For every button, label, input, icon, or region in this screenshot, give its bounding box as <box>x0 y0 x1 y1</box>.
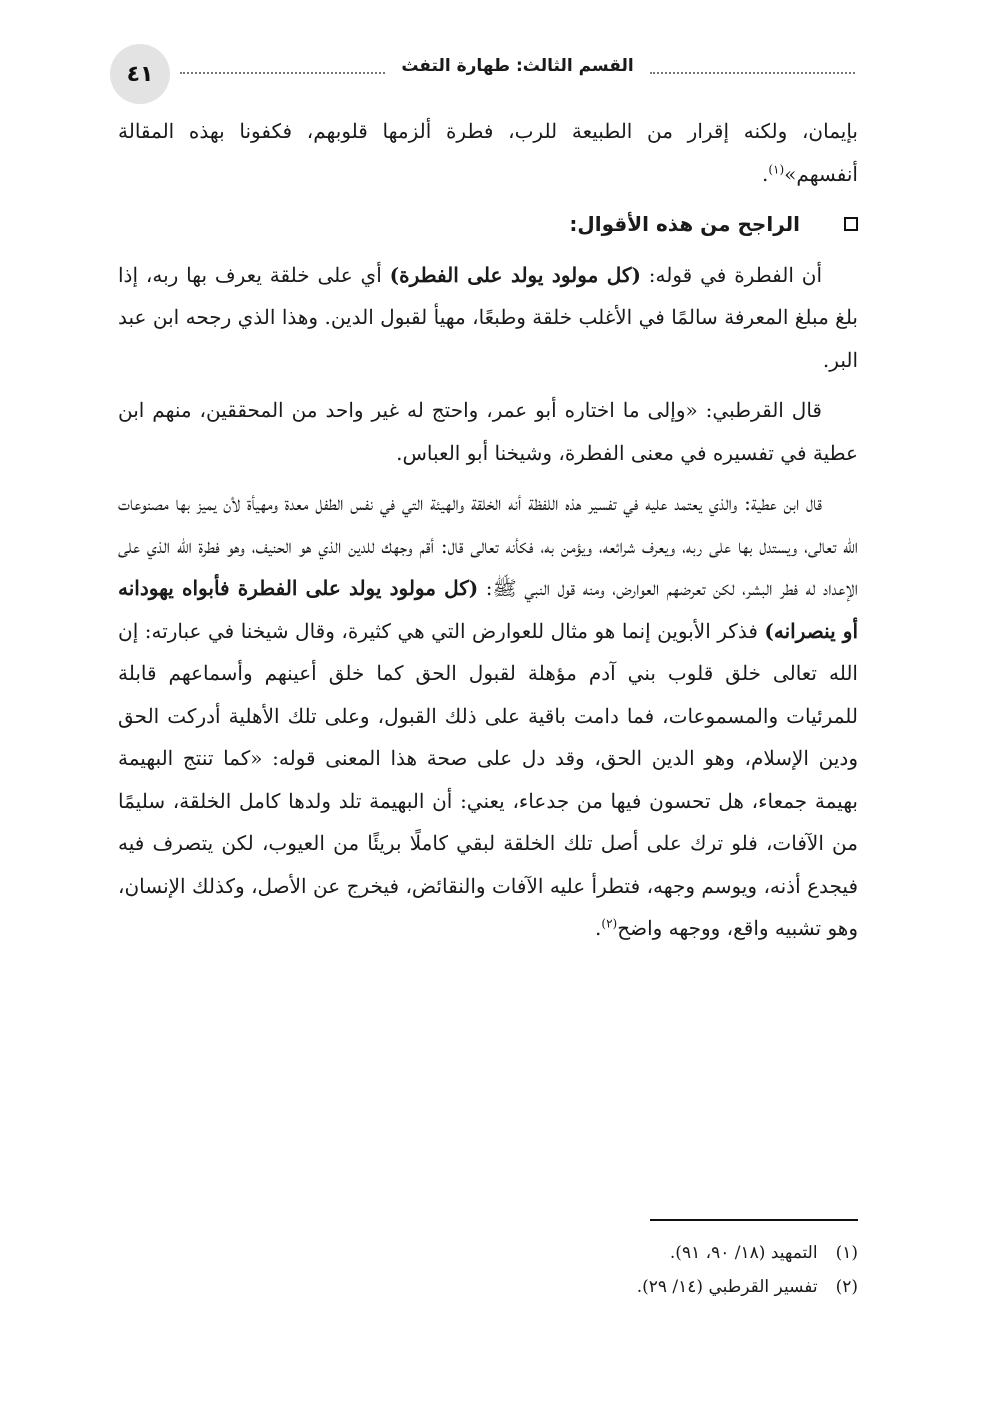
footnotes <box>158 1236 858 1304</box>
paragraph-text: أن الفطرة في قوله: <box>640 262 823 287</box>
page-number: ٤١ <box>110 44 170 104</box>
header-dots-left <box>180 72 385 74</box>
footnote-item <box>158 1270 858 1304</box>
section-heading-text: الراجح من هذه الأقوال: <box>569 212 800 236</box>
footnote-ref[interactable]: (٢) <box>601 916 618 931</box>
page-header <box>110 44 855 100</box>
checkbox-icon <box>844 217 858 231</box>
paragraph-text: أي على خلقة يعرف بها ربه، إذا بلغ مبلغ المعرفة سالمًا في الأغلب خلقة وطبعًا، مهيأ لقبول الدين. وهذا الذي رجحه ابن عبد البر. <box>118 262 858 372</box>
paragraph-qurtubi <box>118 389 858 474</box>
footnote-number: (١) <box>835 1243 858 1263</box>
footnote-text: تفسير القرطبي (١٤/ ٢٩). <box>636 1277 818 1297</box>
paragraph-text: فذكر الأبوين إنما هو مثال للعوارض التي هي كثيرة، وقال شيخنا في عبارته: إن الله تعالى خلق قلوب بني آدم مؤهلة لقبول الحق كما خلق أعينهم وأسماعهم قابلة للمرئيات والمسموعات، فما دامت باقية على ذلك القبول، وعلى تلك الأهلية أدركت الحق ودين الإسلام، وهو الدين الحق، وقد دل على صحة هذا المعنى قوله: «كما تنتج البهيمة بهيمة جمعاء، هل تحسون فيها من جدعاء، يعني: أن البهيمة تلد ولدها كامل الخلقة، سليمًا من الآفات، فلو ترك على أصل تلك الخلقة لبقي كاملًا بريئًا من العيوب، لكن يتصرف فيه فيجدع أذنه، ويوسم وجهه، فتطرأ عليه الآفات والنقائض، فيخرج عن الأصل، وكذلك الإنسان، وهو تشبيه واقع، ووجهه واضح <box>118 618 858 940</box>
main-text <box>118 110 858 958</box>
paragraph-ibn-atiyya <box>118 482 858 950</box>
running-title: القسم الثالث: طهارة التفث <box>401 56 634 76</box>
footnote-item <box>158 1236 858 1270</box>
paragraph-preferred-view <box>118 254 858 382</box>
footnote-text: التمهيد (١٨/ ٩٠، ٩١). <box>669 1243 818 1263</box>
footnote-number: (٢) <box>835 1277 858 1297</box>
header-dots-right <box>650 72 855 74</box>
footnote-ref[interactable]: (١) <box>768 161 785 176</box>
hadith-quote: (كل مولود يولد على الفطرة) <box>389 262 641 287</box>
paragraph-continuation <box>118 110 858 195</box>
hadith-quote: (كل مولود يولد على الفطرة فأبواه يهودانه أو ينصرانه) <box>118 576 858 643</box>
paragraph-end: . <box>761 161 769 186</box>
paragraph-text: قال ابن عطية: والذي يعتمد عليه في تفسير هذه اللفظة أنه الخلقة والهيئة التي في نفس الطفل معدة ومهيأة لأن يميز بها مصنوعات الله تعالى، ويستدل بها على ربه، ويعرف شرائعه، ويؤمن به، فكأنه تعالى قال: أقم وجهك للدين الذي هو الحنيف، وهو فطرة الله الذي على الإعداد له فطر البشر، لكن تعرضهم العوارض، ومنه قول النبي ﷺ: <box>118 491 858 600</box>
section-heading <box>118 203 858 246</box>
paragraph-text: بإيمان، ولكنه إقرار من الطبيعة للرب، فطرة ألزمها قلوبهم، فكفونا بهذه المقالة أنفسهم» <box>118 119 858 186</box>
footnote-separator <box>650 1219 858 1221</box>
paragraph-end: . <box>595 916 602 940</box>
paragraph-text: قال القرطبي: «وإلى ما اختاره أبو عمر، واحتج له غير واحد من المحققين، منهم ابن عطية في تفسيره في معنى الفطرة، وشيخنا أبو العباس. <box>118 398 858 465</box>
